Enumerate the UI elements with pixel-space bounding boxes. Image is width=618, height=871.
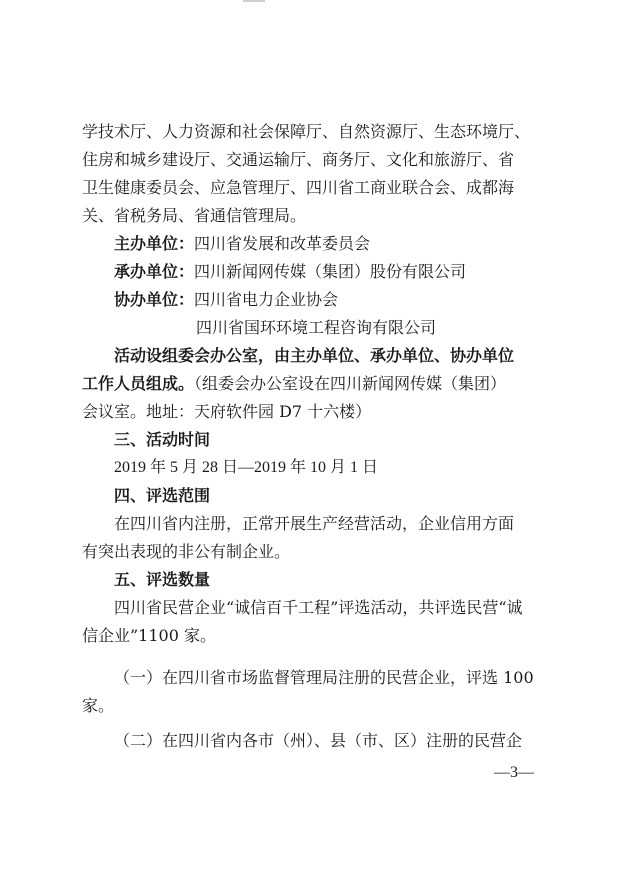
co-organizer-value-1: 四川省电力企业协会 (194, 290, 339, 309)
section-count-line-1: 四川省民营企业“诚信百千工程”评选活动，共评选民营“诚 (114, 598, 523, 617)
office-address: 会议室。地址：天府软件园 D7 十六楼） (82, 402, 372, 421)
co-organizer-label: 协办单位： (114, 290, 195, 309)
section-scope-line-2: 有突出表现的非公有制企业。 (82, 542, 291, 561)
co-organizer-row (0, 290, 618, 310)
organizer-row (0, 262, 618, 282)
host-row (0, 234, 618, 254)
organizer-label: 承办单位： (114, 262, 195, 281)
body-line-3: 卫生健康委员会、应急管理厅、四川省工商业联合会、成都海 (82, 178, 515, 197)
item-2-line-1: （二）在四川省内各市（州）、县（市、区）注册的民营企 (114, 731, 523, 750)
item-1-line-2: 家。 (82, 696, 115, 715)
section-scope-heading: 四、评选范围 (114, 486, 211, 505)
host-label: 主办单位： (114, 234, 195, 253)
office-rest: （组委会办公室设在四川新闻网传媒（集团） (194, 374, 507, 393)
section-count-line-2: 信企业”1100 家。 (82, 626, 216, 645)
body-line-2: 住房和城乡建设厅、交通运输厅、商务厅、文化和旅游厅、省 (82, 150, 515, 169)
section-time-value: 2019 年 5 月 28 日—2019 年 10 月 1 日 (114, 459, 379, 476)
section-time-heading: 三、活动时间 (114, 430, 211, 449)
office-line-1: 活动设组委会办公室，由主办单位、承办单位、协办单位 (114, 346, 515, 365)
section-count-heading: 五、评选数量 (114, 570, 211, 589)
office-bold-part: 工作人员组成。 (82, 374, 195, 393)
page-number: —3— (494, 764, 534, 781)
item-1-line-1: （一）在四川省市场监督管理局注册的民营企业，评选 100 (114, 668, 534, 687)
host-value: 四川省发展和改革委员会 (194, 234, 371, 253)
office-line-2 (0, 374, 618, 394)
body-line-4: 关、省税务局、省通信管理局。 (82, 206, 307, 225)
section-scope-line-1: 在四川省内注册，正常开展生产经营活动，企业信用方面 (114, 514, 515, 533)
scan-mark (243, 0, 265, 2)
co-organizer-value-2: 四川省国环环境工程咨询有限公司 (196, 318, 437, 337)
organizer-value: 四川新闻网传媒（集团）股份有限公司 (194, 262, 467, 281)
body-line-1: 学技术厅、人力资源和社会保障厅、自然资源厅、生态环境厅、 (82, 122, 531, 141)
